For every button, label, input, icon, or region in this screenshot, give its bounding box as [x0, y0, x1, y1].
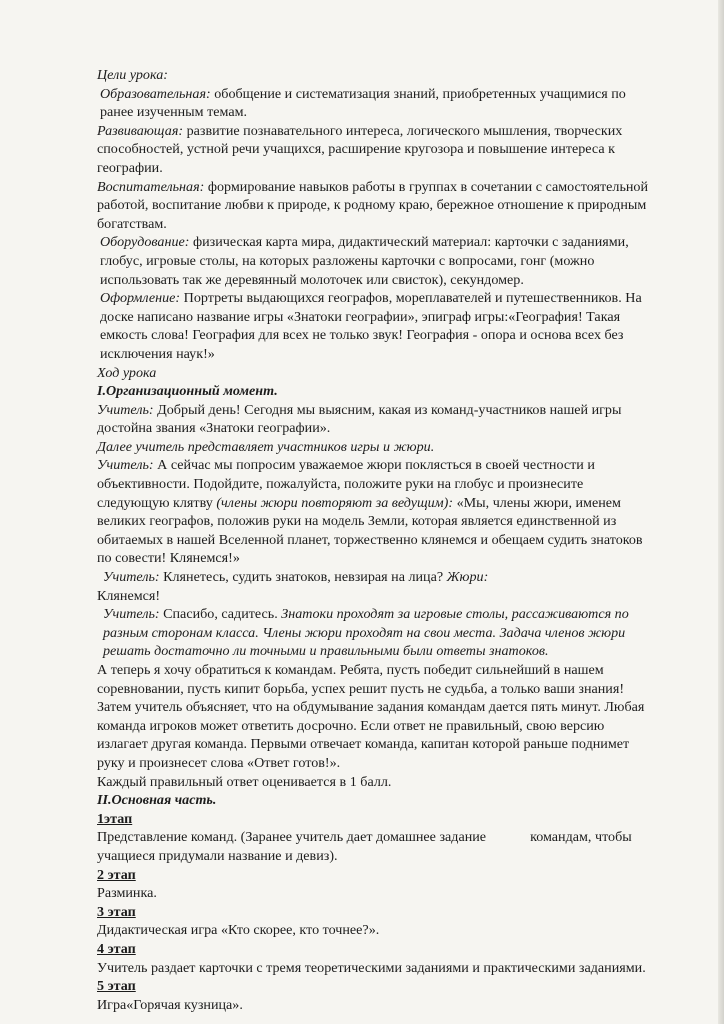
goal-developmental-label: Развивающая:	[97, 122, 184, 139]
goal-upbringing-text: формирование навыков работы в группах в сочетании с самостоятельной работой, воспитание любви к природе, к родному краю, бережное отношение к природным богатствам.	[97, 178, 649, 232]
jury-reply: Клянемся!	[97, 587, 161, 604]
goal-educational	[97, 85, 654, 122]
teacher-oath	[97, 456, 654, 568]
teacher-seating-text: Спасибо, садитесь.	[159, 606, 282, 623]
teacher-greeting	[97, 401, 654, 438]
teacher-label: Учитель:	[103, 606, 160, 623]
goal-upbringing-label: Воспитательная:	[97, 178, 205, 195]
stage-3-title: 3 этап	[97, 903, 136, 920]
stage-1-text-a: Представление команд. (Заранее учитель дает домашнее задание	[97, 829, 487, 846]
teacher-question-text: Клянетесь, судить знатоков, невзирая на лица?	[159, 569, 444, 586]
game-rules: А теперь я хочу обратиться к командам. Ребята, пусть победит сильнейший в нашем соревновании, пусть кипит борьба, успех решит пусть не судьба, а только ваши знания! Затем учитель объясняет, что на обдумывание задания командам дается пять минут. Любая команда игроков может ответить досрочно. Если ответ не правильный, свою версию излагает другая команда. Первыми отвечает команда, капитан которой раньше поднимет руку и произнесет слова «Ответ готов!».	[97, 662, 645, 771]
teacher-seating	[97, 605, 654, 661]
stage-4-title: 4 этап	[97, 940, 136, 957]
course-heading: Ход урока	[97, 364, 157, 381]
stage-5-text: Игра«Горячая кузница».	[97, 996, 243, 1013]
stage-1-text	[97, 828, 654, 865]
goal-upbringing	[97, 178, 654, 234]
equipment	[97, 233, 654, 289]
org-moment-heading: I.Организационный момент.	[97, 383, 278, 400]
equipment-label: Оборудование:	[100, 234, 190, 251]
stage-4-text: Учитель раздает карточки с тремя теоретическими заданиями и практическими заданиями.	[97, 959, 646, 976]
stage-5-title: 5 этап	[97, 978, 136, 995]
jury-label: Жюри:	[443, 569, 489, 586]
scoring-rule: Каждый правильный ответ оценивается в 1 балл.	[97, 773, 392, 790]
page-edge-shadow	[718, 0, 724, 1024]
goal-educational-label: Образовательная:	[100, 85, 211, 102]
teacher-oath-text-a: А сейчас мы попросим уважаемое жюри поклясться в своей честности и объективности. Подойдите, пожалуйста, положите руки на глобус и произнесите следующую клятву	[97, 457, 595, 511]
goal-developmental	[97, 122, 654, 178]
goals-heading: Цели урока:	[97, 67, 168, 83]
goal-developmental-text: развитие познавательного интереса, логического мышления, творческих способностей, устной речи учащихся, расширение кругозора и повышение интереса к географии.	[97, 122, 623, 176]
teacher-oath-direction: (члены жюри повторяют за ведущим):	[216, 494, 454, 511]
design-text: Портреты выдающихся географов, мореплавателей и путешественников. На доске написано название игры «Знатоки географии», эпиграф игры:«География! Такая емкость слова! География для всех не только звук! География - опора и основа всех без исключения наук!»	[100, 290, 642, 362]
teacher-label: Учитель:	[97, 457, 154, 474]
teacher-seating-direction: Знатоки проходят за игровые столы, рассаживаются по разным сторонам класса. Члены жюри проходят на свои места. Задача членов жюри решать достаточно ли точными и правильными были ответы знатоков.	[103, 606, 629, 660]
goal-educational-text: обобщение и систематизация знаний, приобретенных учащимися по ранее изученным темам.	[100, 85, 626, 121]
design-label: Оформление:	[100, 290, 181, 307]
stage-3-text: Дидактическая игра «Кто скорее, кто точнее?».	[97, 922, 380, 939]
teacher-question	[97, 568, 654, 587]
main-part-heading: II.Основная часть.	[97, 792, 217, 809]
stage-1-title: 1этап	[97, 810, 133, 827]
teacher-label: Учитель:	[103, 569, 160, 586]
stage-2-title: 2 этап	[97, 866, 136, 883]
stage-direction-intro: Далее учитель представляет участников игры и жюри.	[97, 438, 435, 455]
stage-1-text-b: командам, чтобы учащиеся придумали название и девиз).	[97, 829, 632, 864]
teacher-greeting-text: Добрый день! Сегодня мы выясним, какая из команд-участников нашей игры достойна звания «Знатоки географии».	[97, 401, 622, 437]
teacher-label: Учитель:	[97, 401, 154, 418]
design	[97, 289, 654, 363]
equipment-text: физическая карта мира, дидактический материал: карточки с заданиями, глобус, игровые столы, на которых разложены карточки с вопросами, гонг (можно использовать так же деревянный молоточек или свисток), секундомер.	[100, 234, 629, 288]
stage-2-text: Разминка.	[97, 885, 157, 902]
teacher-oath-text-b: «Мы, члены жюри, именем великих географов, положив руки на модель Земли, которая является единственной из обитаемых в нашей Вселенной планет, торжественно клянемся и обещаем судить знатоков по совести! Клянемся!»	[97, 494, 643, 567]
